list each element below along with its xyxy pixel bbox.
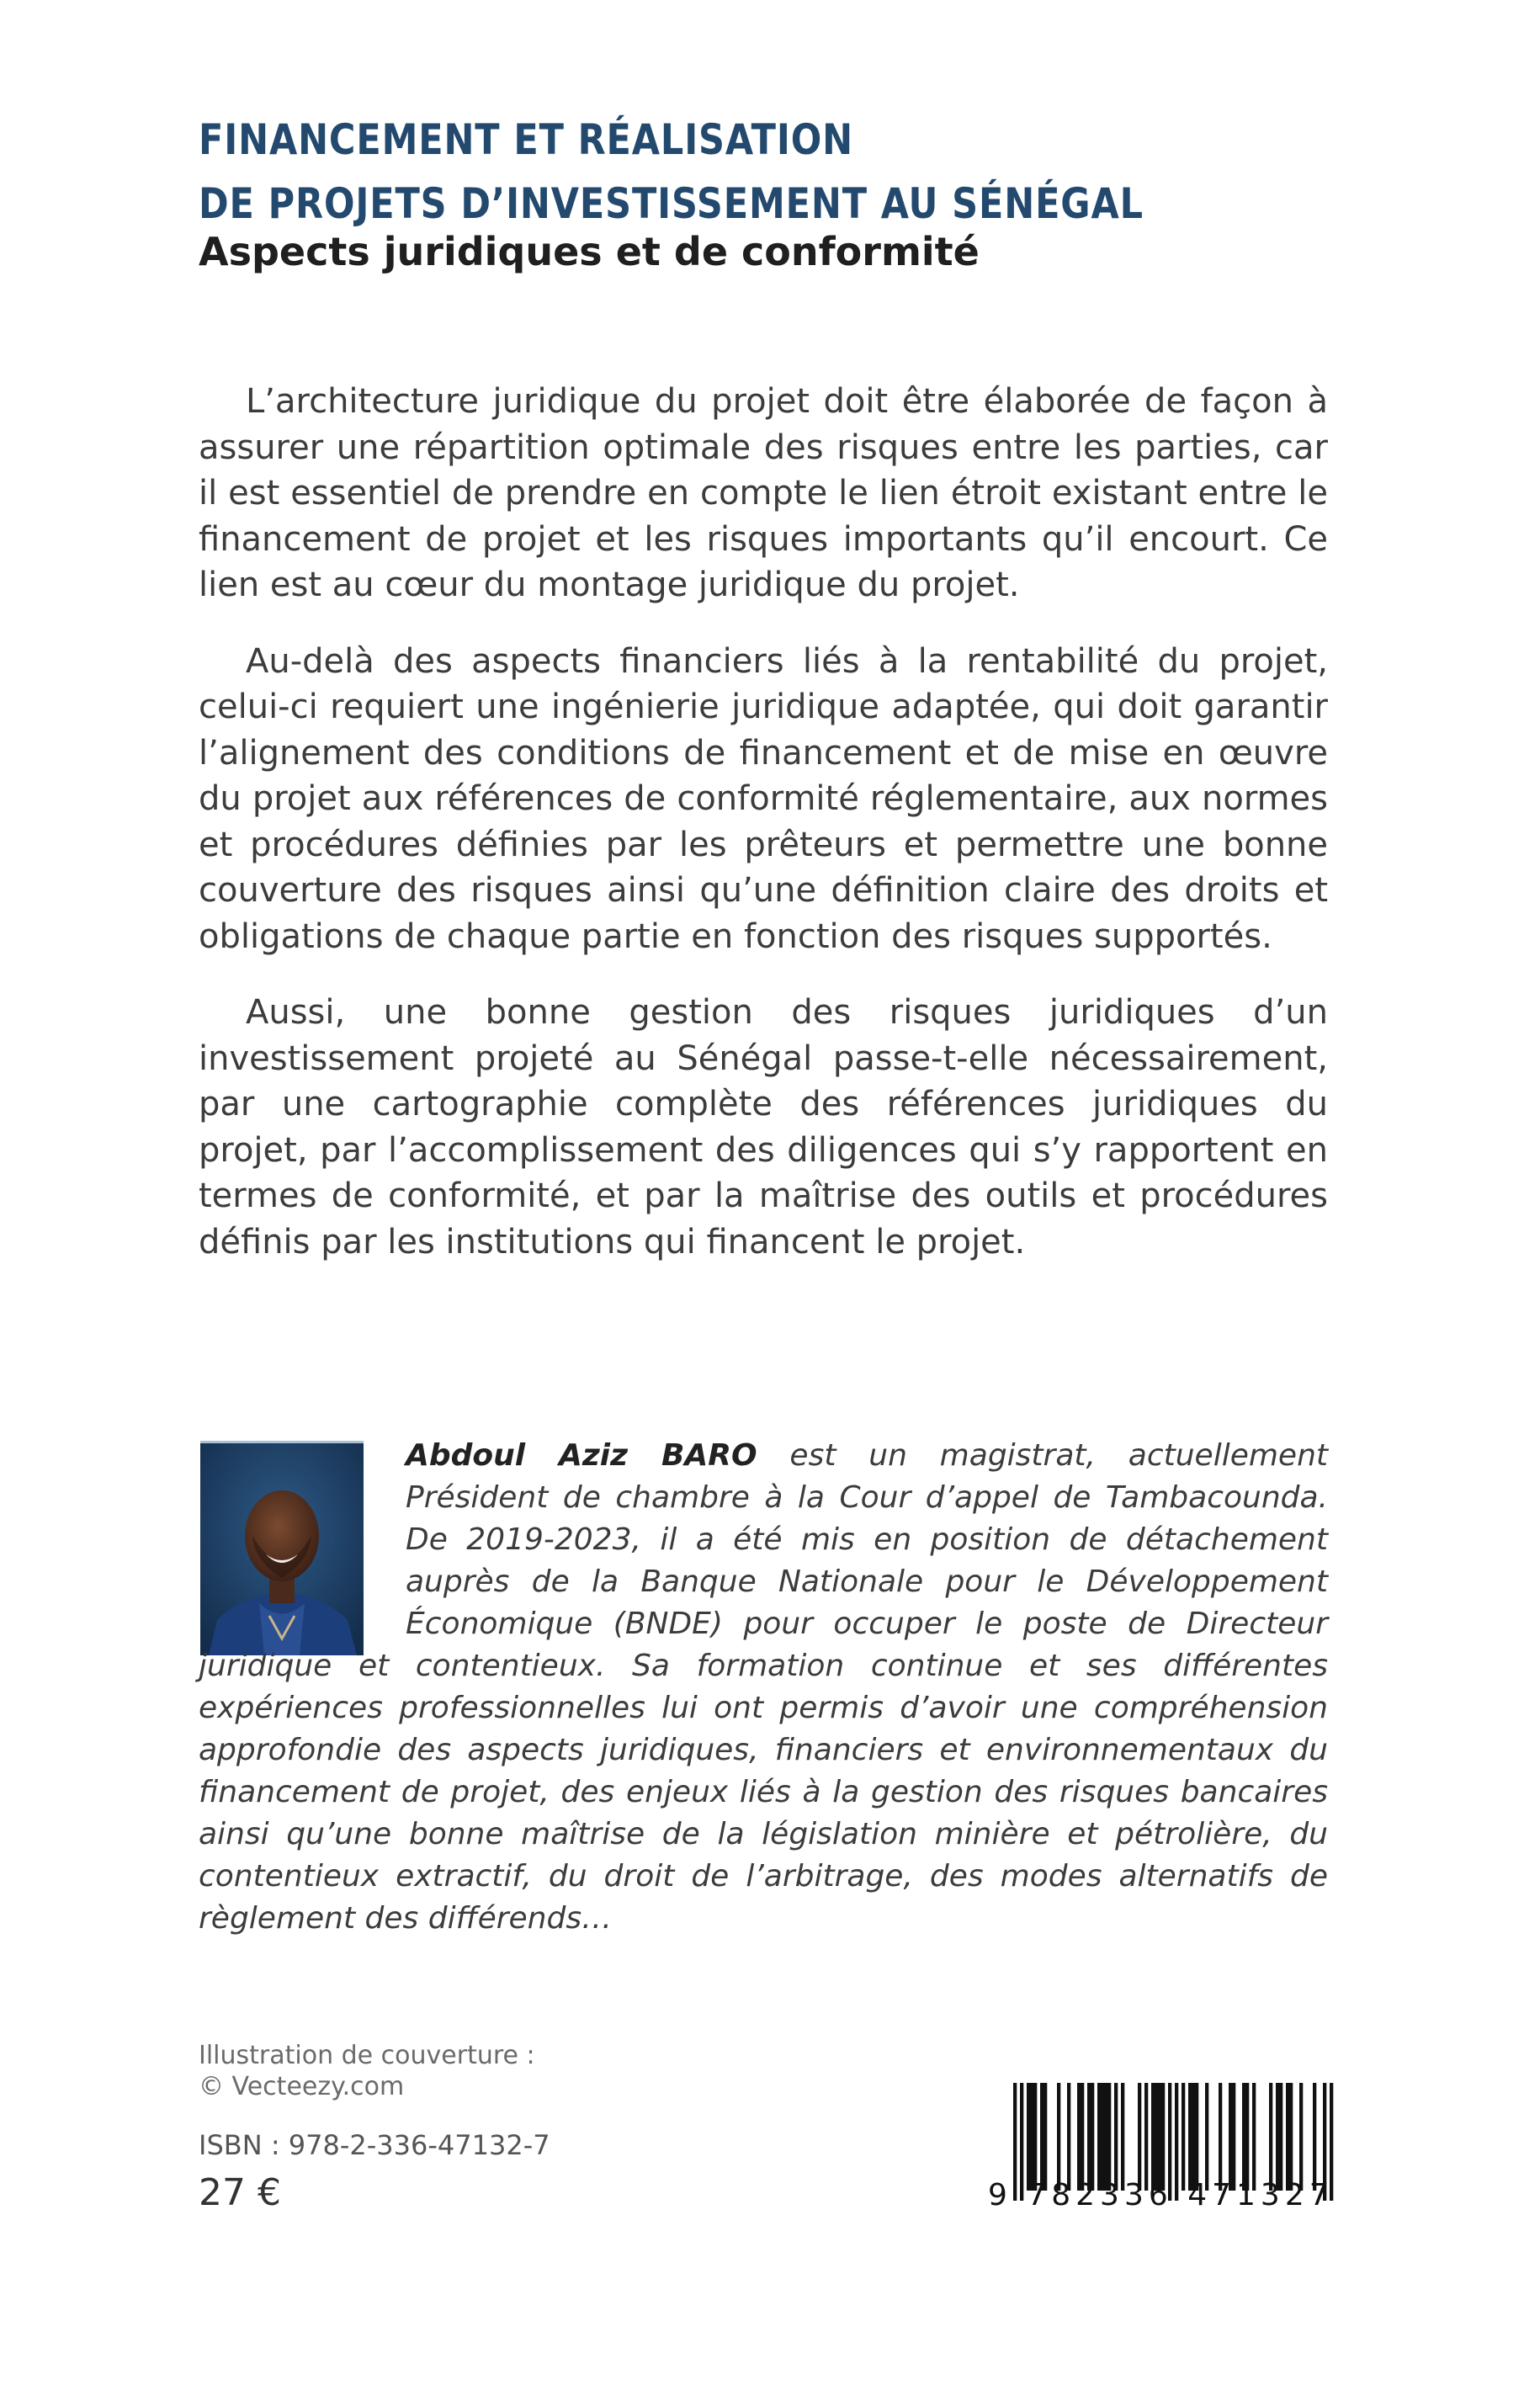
- barcode-bar: [1030, 2083, 1033, 2191]
- barcode-bar: [1232, 2083, 1235, 2191]
- barcode-number: 9 782336 471327: [988, 2178, 1334, 2212]
- barcode-bar: [1188, 2083, 1192, 2191]
- barcode-bar: [1195, 2083, 1198, 2191]
- barcode-bar: [1114, 2083, 1118, 2191]
- blurb: [199, 379, 1328, 1295]
- barcode-bar: [1081, 2083, 1084, 2191]
- author-name: Abdoul Aziz BARO: [406, 1438, 757, 1473]
- barcode-bar: [1219, 2083, 1222, 2191]
- blurb-paragraph-3: Aussi, une bonne gestion des risques juridiques d’un investissement projeté au Sénégal passe-t-elle nécessairement, par une cartographie complète des références juridiques du projet, par l’accomplissement des diligences qui s’y rapportent en termes de conformité, et par la maîtrise des outils et procédures définis par les institutions qui financent le projet.: [199, 993, 1328, 1262]
- barcode-bar: [1067, 2083, 1070, 2191]
- credits-line-2: © Vecteezy.com: [199, 2072, 405, 2101]
- barcode-bar: [1104, 2083, 1107, 2191]
- barcode-bar: [1057, 2083, 1060, 2191]
- barcode-bar: [1091, 2083, 1094, 2191]
- barcode-bar: [1252, 2083, 1256, 2191]
- barcode-bar: [1192, 2083, 1195, 2191]
- barcode-bar: [1299, 2083, 1303, 2191]
- barcode-bar: [1144, 2083, 1148, 2191]
- credits-line-1: Illustration de couverture :: [199, 2041, 535, 2070]
- price: 27 €: [199, 2171, 281, 2214]
- barcode-bar: [1027, 2083, 1030, 2191]
- author-bio: [199, 1435, 1328, 1940]
- barcode-bar: [1151, 2083, 1155, 2191]
- barcode-bar: [1077, 2083, 1081, 2191]
- barcode-bar: [1269, 2083, 1272, 2191]
- barcode-bar: [1138, 2083, 1141, 2191]
- isbn: ISBN : 978-2-336-47132-7: [199, 2129, 550, 2161]
- blurb-paragraph-1: L’architecture juridique du projet doit être élaborée de façon à assurer une répartition optimale des risques entre les parties, car il est essentiel de prendre en compte le lien étroit existant entre le financement de projet et les risques importants qu’il encourt. Ce lien est au cœur du montage juridique du projet.: [199, 382, 1328, 604]
- barcode-bar: [1289, 2083, 1293, 2191]
- book-title: [199, 108, 1212, 236]
- barcode-bar: [1155, 2083, 1158, 2191]
- barcode-bar: [1107, 2083, 1111, 2191]
- title-line-2: DE PROJETS D’INVESTISSEMENT AU SÉNÉGAL: [199, 179, 1144, 228]
- barcode-bar: [1205, 2083, 1208, 2191]
- barcode-bar: [1313, 2083, 1316, 2191]
- barcode-bar: [1101, 2083, 1104, 2191]
- barcode-bar: [1158, 2083, 1161, 2191]
- barcode-bar: [1087, 2083, 1091, 2191]
- barcode-bar: [1043, 2083, 1047, 2191]
- barcode-bar: [1276, 2083, 1279, 2191]
- barcode-bar: [1040, 2083, 1043, 2191]
- barcode-bar: [1182, 2083, 1185, 2191]
- barcode-bar: [1242, 2083, 1245, 2191]
- barcode-bar: [1097, 2083, 1101, 2191]
- barcode-bar: [1033, 2083, 1037, 2191]
- cover-credits: [199, 2040, 535, 2102]
- title-line-1: FINANCEMENT ET RÉALISATION: [199, 115, 853, 164]
- barcode-bar: [1121, 2083, 1124, 2191]
- blurb-paragraph-2: Au-delà des aspects financiers liés à la rentabilité du projet, celui-ci requiert une ingénierie juridique adaptée, qui doit garantir l’alignement des conditions de financement et de mise en œuvre du projet aux références de conformité réglementaire, aux normes et procédures définies par les prêteurs et permettre une bonne couverture des risques ainsi qu’une définition claire des droits et obligations de chaque partie en fonction des risques supportés.: [199, 641, 1328, 956]
- barcode-bar: [1161, 2083, 1165, 2191]
- barcode-bar: [1279, 2083, 1282, 2191]
- barcode-bar: [1286, 2083, 1289, 2191]
- book-subtitle: Aspects juridiques et de conformité: [199, 229, 980, 274]
- barcode-bar: [1229, 2083, 1232, 2191]
- author-bio-text: est un magistrat, actuellement Président de chambre à la Cour d’appel de Tambacounda. De 2019-2023, il a été mis en position de détachement auprès de la Banque Nationale pour le Développement Économique (BNDE) pour occuper le poste de Directeur juridique et contentieux. Sa formation continue et ses différentes expériences professionnelles lui ont permis d’avoir une compréhension approfondie des aspects juridiques, financiers et environnementaux du financement de projet, des enjeux liés à la gestion des risques bancaires ainsi qu’une bonne maîtrise de la législation minière et pétrolière, du contentieux extractif, du droit de l’arbitrage, des modes alternatifs de règlement des différends…: [199, 1438, 1328, 1936]
- barcode-bar: [1245, 2083, 1249, 2191]
